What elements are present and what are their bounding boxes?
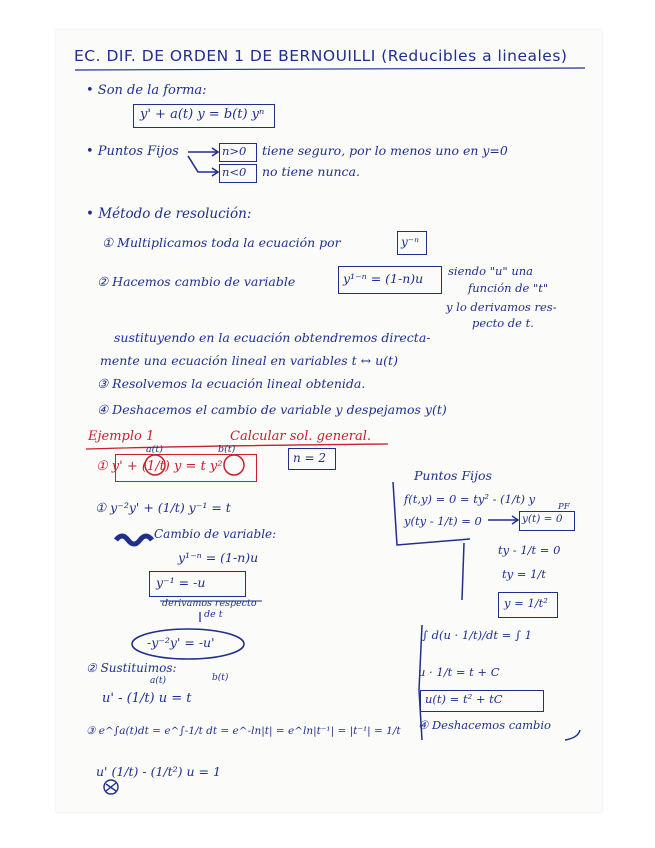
n-value: n = 2: [293, 451, 327, 465]
method-step1: ① Multiplicamos toda la ecuación por: [102, 235, 341, 250]
form-intro: • Son de la forma:: [86, 83, 207, 98]
subst-label-bt: b(t): [212, 673, 229, 683]
label-at: a(t): [146, 444, 163, 455]
case2-text: no tiene nunca.: [262, 164, 360, 179]
case1-condition: n>0: [222, 144, 247, 158]
sustituimos-label: ② Sustituimos:: [86, 661, 177, 675]
method-step3: ③ Resolvemos la ecuación lineal obtenida.: [97, 376, 366, 391]
step2-note3: y lo derivamos res-: [446, 300, 557, 314]
example-heading: Ejemplo 1: [88, 429, 155, 444]
arrow-continue: [565, 730, 580, 740]
method-subst1: sustituyendo en la ecuación obtendremos directa-: [114, 330, 431, 345]
example-equation: ① y' + (1/t) y = t y²: [96, 459, 223, 474]
example-subheading: Calcular sol. general.: [230, 429, 372, 444]
subst-label-at: a(t): [150, 676, 167, 686]
scribble-mark: [116, 536, 152, 544]
deriv-note2: de t: [204, 609, 223, 620]
page-title: EC. DIF. DE ORDEN 1 DE BERNOUILLI (Reducibles a lineales): [74, 47, 568, 65]
method-step2: ② Hacemos cambio de variable: [97, 274, 296, 289]
int-line2: u · 1/t = t + C: [418, 665, 500, 679]
final-eq: u' (1/t) - (1/t²) u = 1: [96, 764, 221, 779]
panel-divider-mid: [462, 543, 464, 600]
panel-box2-text: y = 1/t²: [504, 596, 548, 610]
form-equation: y' + a(t) y = b(t) yⁿ: [140, 107, 265, 122]
example-step1: ① y⁻²y' + (1/t) y⁻¹ = t: [95, 500, 231, 515]
cross-mark-icon: [106, 783, 116, 791]
int-line1: ∫ d(u · 1/t)/dt = ∫ 1: [422, 628, 532, 642]
example-underline: [86, 444, 388, 449]
change-var-eq: y¹⁻ⁿ = (1-n)u: [178, 550, 259, 565]
panel-line2: y(ty - 1/t) = 0: [404, 514, 482, 528]
title-underline: [75, 68, 585, 70]
subst-eq: u' - (1/t) u = t: [102, 691, 192, 706]
int-line3: ④ Deshacemos cambio: [418, 718, 551, 732]
panel-line4: ty = 1/t: [502, 567, 546, 581]
method-subst2: mente una ecuación lineal en variables t ↔ u(t): [100, 353, 398, 368]
case2-condition: n<0: [222, 165, 247, 179]
int-box-text: u(t) = t² + tC: [425, 692, 503, 706]
step2-box-text: y¹⁻ⁿ = (1-n)u: [343, 271, 424, 286]
panel-pf: PF: [558, 502, 570, 512]
panel-title: Puntos Fijos: [414, 468, 492, 483]
fixed-points-label: • Puntos Fijos: [86, 144, 179, 159]
panel-line1: f(t,y) = 0 = ty² - (1/t) y: [404, 492, 536, 506]
deriv-note1: derivamos respecto: [162, 598, 257, 609]
panel-line3: ty - 1/t = 0: [498, 543, 561, 557]
panel-box1-text: y(t) = 0: [522, 513, 563, 525]
deriv-eq: -y⁻²y' = -u': [147, 635, 215, 650]
case1-text: tiene seguro, por lo menos uno en y=0: [262, 143, 508, 158]
label-bt: b(t): [218, 444, 236, 455]
method-step4: ④ Deshacemos el cambio de variable y despejamos y(t): [97, 402, 447, 417]
integrating-factor: ③ e^∫a(t)dt = e^∫-1/t dt = e^-ln|t| = e^ln|t⁻¹| = |t⁻¹| = 1/t: [86, 725, 401, 737]
step2-note4: pecto de t.: [472, 316, 534, 330]
step1-box-text: y⁻ⁿ: [401, 235, 419, 249]
change-box-text: y⁻¹ = -u: [156, 575, 206, 590]
method-heading: • Método de resolución:: [86, 206, 252, 222]
step2-note1: siendo "u" una: [448, 264, 534, 278]
step2-note2: función de "t": [468, 281, 549, 295]
change-var-label: Cambio de variable:: [154, 527, 277, 541]
